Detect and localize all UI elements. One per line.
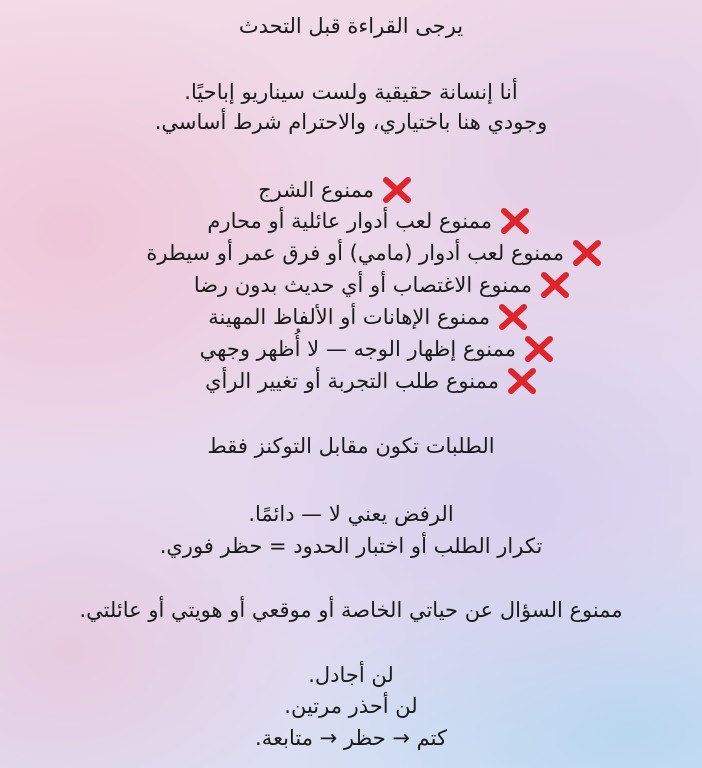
rule-item [194,270,572,300]
rule-item [205,366,539,396]
rule-text: ممنوع إظهار الوجه — لا أُظهر وجهي [199,337,516,361]
cross-mark-icon [505,366,539,396]
cross-mark-icon [380,175,414,205]
cross-mark-icon [498,206,532,236]
closing-line-2: لن أحذر مرتين. [284,694,418,718]
rule-item [146,238,604,268]
privacy-note: ممنوع السؤال عن حياتي الخاصة أو موقعي أو هويتي أو عائلتي. [79,598,623,622]
rule-item [207,206,532,236]
rule-text: ممنوع لعب أدوار عائلية أو محارم [207,209,492,233]
intro-line-2: وجودي هنا باختياري، والاحترام شرط أساسي. [154,110,548,134]
tokens-note: الطلبات تكون مقابل التوكنز فقط [207,434,495,458]
rule-item [200,334,556,364]
cross-mark-icon [496,302,530,332]
rule-item [258,175,414,205]
refusal-line-1: الرفض يعني لا — دائمًا. [248,502,454,526]
cross-mark-icon [538,270,572,300]
rule-text: ممنوع طلب التجربة أو تغيير الرأي [205,369,499,393]
refusal-line-2: تكرار الطلب أو اختبار الحدود = حظر فوري. [159,534,543,558]
rule-text: ممنوع الشرج [258,178,374,202]
rule-text: ممنوع الاغتصاب أو أي حديث بدون رضا [193,273,532,297]
closing-line-3: كتم → حظر → متابعة. [255,726,447,750]
rule-item [208,302,530,332]
intro-line-1: أنا إنسانة حقيقية ولست سيناريو إباحيًا. [184,80,518,104]
rule-text: ممنوع لعب أدوار (مامي) أو فرق عمر أو سيطرة [146,241,564,265]
page-title: يرجى القراءة قبل التحدث [238,14,464,38]
cross-mark-icon [570,238,604,268]
closing-line-1: لن أجادل. [308,663,394,687]
rule-text: ممنوع الإهانات أو الألفاظ المهينة [208,305,490,329]
cross-mark-icon [522,334,556,364]
